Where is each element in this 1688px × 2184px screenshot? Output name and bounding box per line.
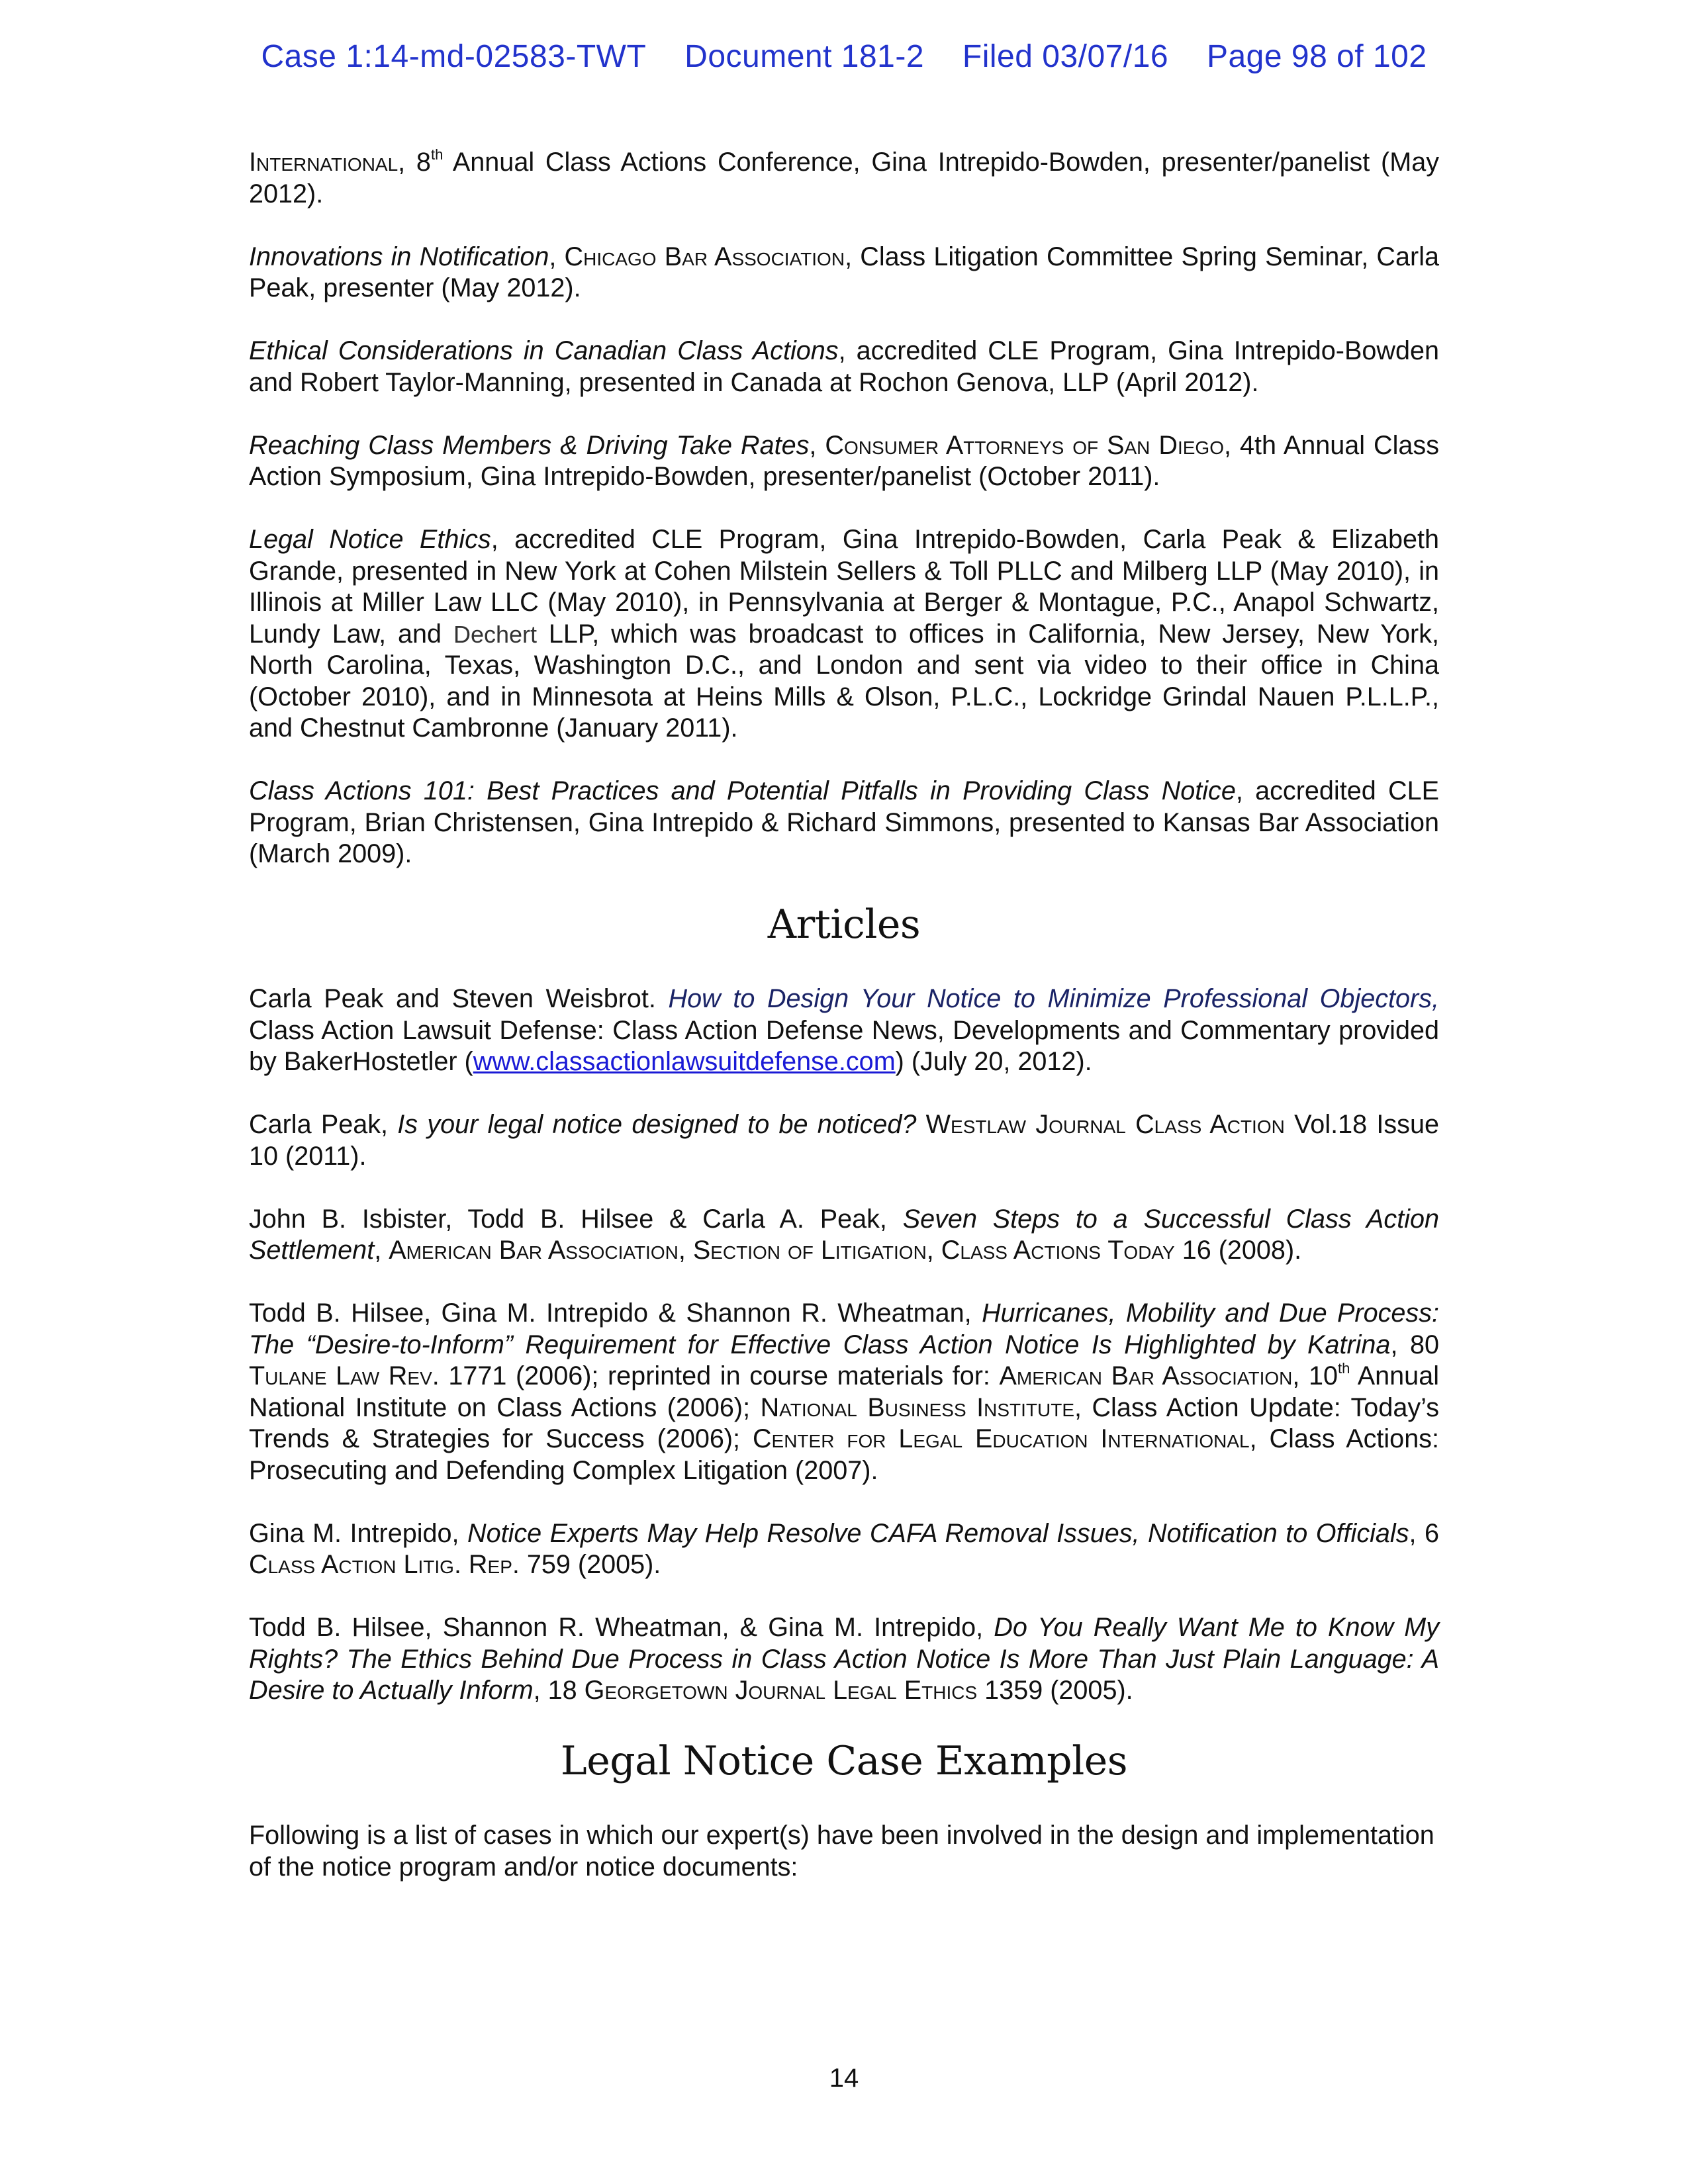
article-entry: Carla Peak and Steven Weisbrot. How to Design Your Notice to Minimize Professional Objectors, Class Action Lawsuit Defense: Class Action Defense News, Developments and Commentary provided by BakerHostetler (www.classactionlawsuitdefense.com) (July 20, 2012). bbox=[249, 984, 1440, 1076]
article-entry: Todd B. Hilsee, Gina M. Intrepido & Shannon R. Wheatman, Hurricanes, Mobility and Due Process: The “Desire-to-Inform” Requirement for Effective Class Action Notice Is Highlighted by Katrina, 80 Tulane Law Rev. 1771 (2006); reprinted in course materials for: American Bar Association, 10th Annual National Institute on Class Actions (2006); National Business Institute, Class Action Update: Today’s Trends & Strategies for Success (2006); Center for Legal Education International, Class Actions: Prosecuting and Defending Complex Litigation (2007). bbox=[249, 1298, 1440, 1485]
article-entry: Gina M. Intrepido, Notice Experts May Help Resolve CAFA Removal Issues, Notification to Officials, 6 Class Action Litig. Rep. 759 (2005). bbox=[249, 1518, 1439, 1579]
document-number: Document 181-2 bbox=[684, 39, 925, 74]
case-number: Case 1:14-md-02583-TWT bbox=[261, 39, 647, 74]
cases-heading: Legal Notice Case Examples bbox=[560, 1738, 1128, 1784]
filed-date: Filed 03/07/16 bbox=[962, 39, 1169, 74]
presentation-entry: Ethical Considerations in Canadian Class Actions, accredited CLE Program, Gina Intrepido-Bowden and Robert Taylor-Manning, presented in Canada at Rochon Genova, LLP (April 2012). bbox=[249, 336, 1439, 397]
presentation-entry: Reaching Class Members & Driving Take Rates, Consumer Attorneys of San Diego, 4th Annual Class Action Symposium, Gina Intrepido-Bowden, presenter/panelist (October 2011). bbox=[249, 430, 1440, 491]
page-of: Page 98 of 102 bbox=[1206, 39, 1427, 74]
case-header bbox=[0, 38, 1688, 75]
article-entry: Carla Peak, Is your legal notice designed to be noticed? Westlaw Journal Class Action Vol.18 Issue 10 (2011). bbox=[249, 1110, 1439, 1171]
website-link[interactable]: www.classactionlawsuitdefense.com bbox=[473, 1047, 896, 1076]
articles-heading: Articles bbox=[767, 901, 921, 948]
article-entry: Todd B. Hilsee, Shannon R. Wheatman, & Gina M. Intrepido, Do You Really Want Me to Know My Rights? The Ethics Behind Due Process in Class Action Notice Is More Than Just Plain Language: A Desire to Actually Inform, 18 Georgetown Journal Legal Ethics 1359 (2005). bbox=[249, 1613, 1439, 1705]
cases-intro: Following is a list of cases in which our expert(s) have been involved in the design and implementation of the notice program and/or notice documents: bbox=[249, 1821, 1434, 1882]
page-number: 14 bbox=[829, 2064, 859, 2093]
presentation-entry: Innovations in Notification, Chicago Bar Association, Class Litigation Committee Spring Seminar, Carla Peak, presenter (May 2012). bbox=[249, 242, 1440, 302]
presentation-entry: Legal Notice Ethics, accredited CLE Program, Gina Intrepido-Bowden, Carla Peak & Elizabeth Grande, presented in New York at Cohen Milstein Sellers & Toll PLLC and Milberg LLP (May 2010), in Illinois at Miller Law LLC (May 2010), in Pennsylvania at Berger & Montague, P.C., Anapol Schwartz, Lundy Law, and Dechert LLP, which was broadcast to offices in California, New Jersey, New York, North Carolina, Texas, Washington D.C., and London and sent via video to their office in China (October 2010), and in Minnesota at Heins Mills & Olson, P.L.C., Lockridge Grindal Nauen P.L.L.P., and Chestnut Cambronne (January 2011). bbox=[249, 525, 1439, 743]
article-entry: John B. Isbister, Todd B. Hilsee & Carla A. Peak, Seven Steps to a Successful Class Action Settlement, American Bar Association, Section of Litigation, Class Actions Today 16 (2008). bbox=[249, 1204, 1440, 1265]
presentation-entry: International, 8th Annual Class Actions Conference, Gina Intrepido-Bowden, presenter/panelist (May 2012). bbox=[249, 146, 1440, 208]
page-content bbox=[249, 147, 1439, 1915]
presentation-entry: Class Actions 101: Best Practices and Potential Pitfalls in Providing Class Notice, accredited CLE Program, Brian Christensen, Gina Intrepido & Richard Simmons, presented to Kansas Bar Association (March 2009). bbox=[249, 776, 1439, 868]
